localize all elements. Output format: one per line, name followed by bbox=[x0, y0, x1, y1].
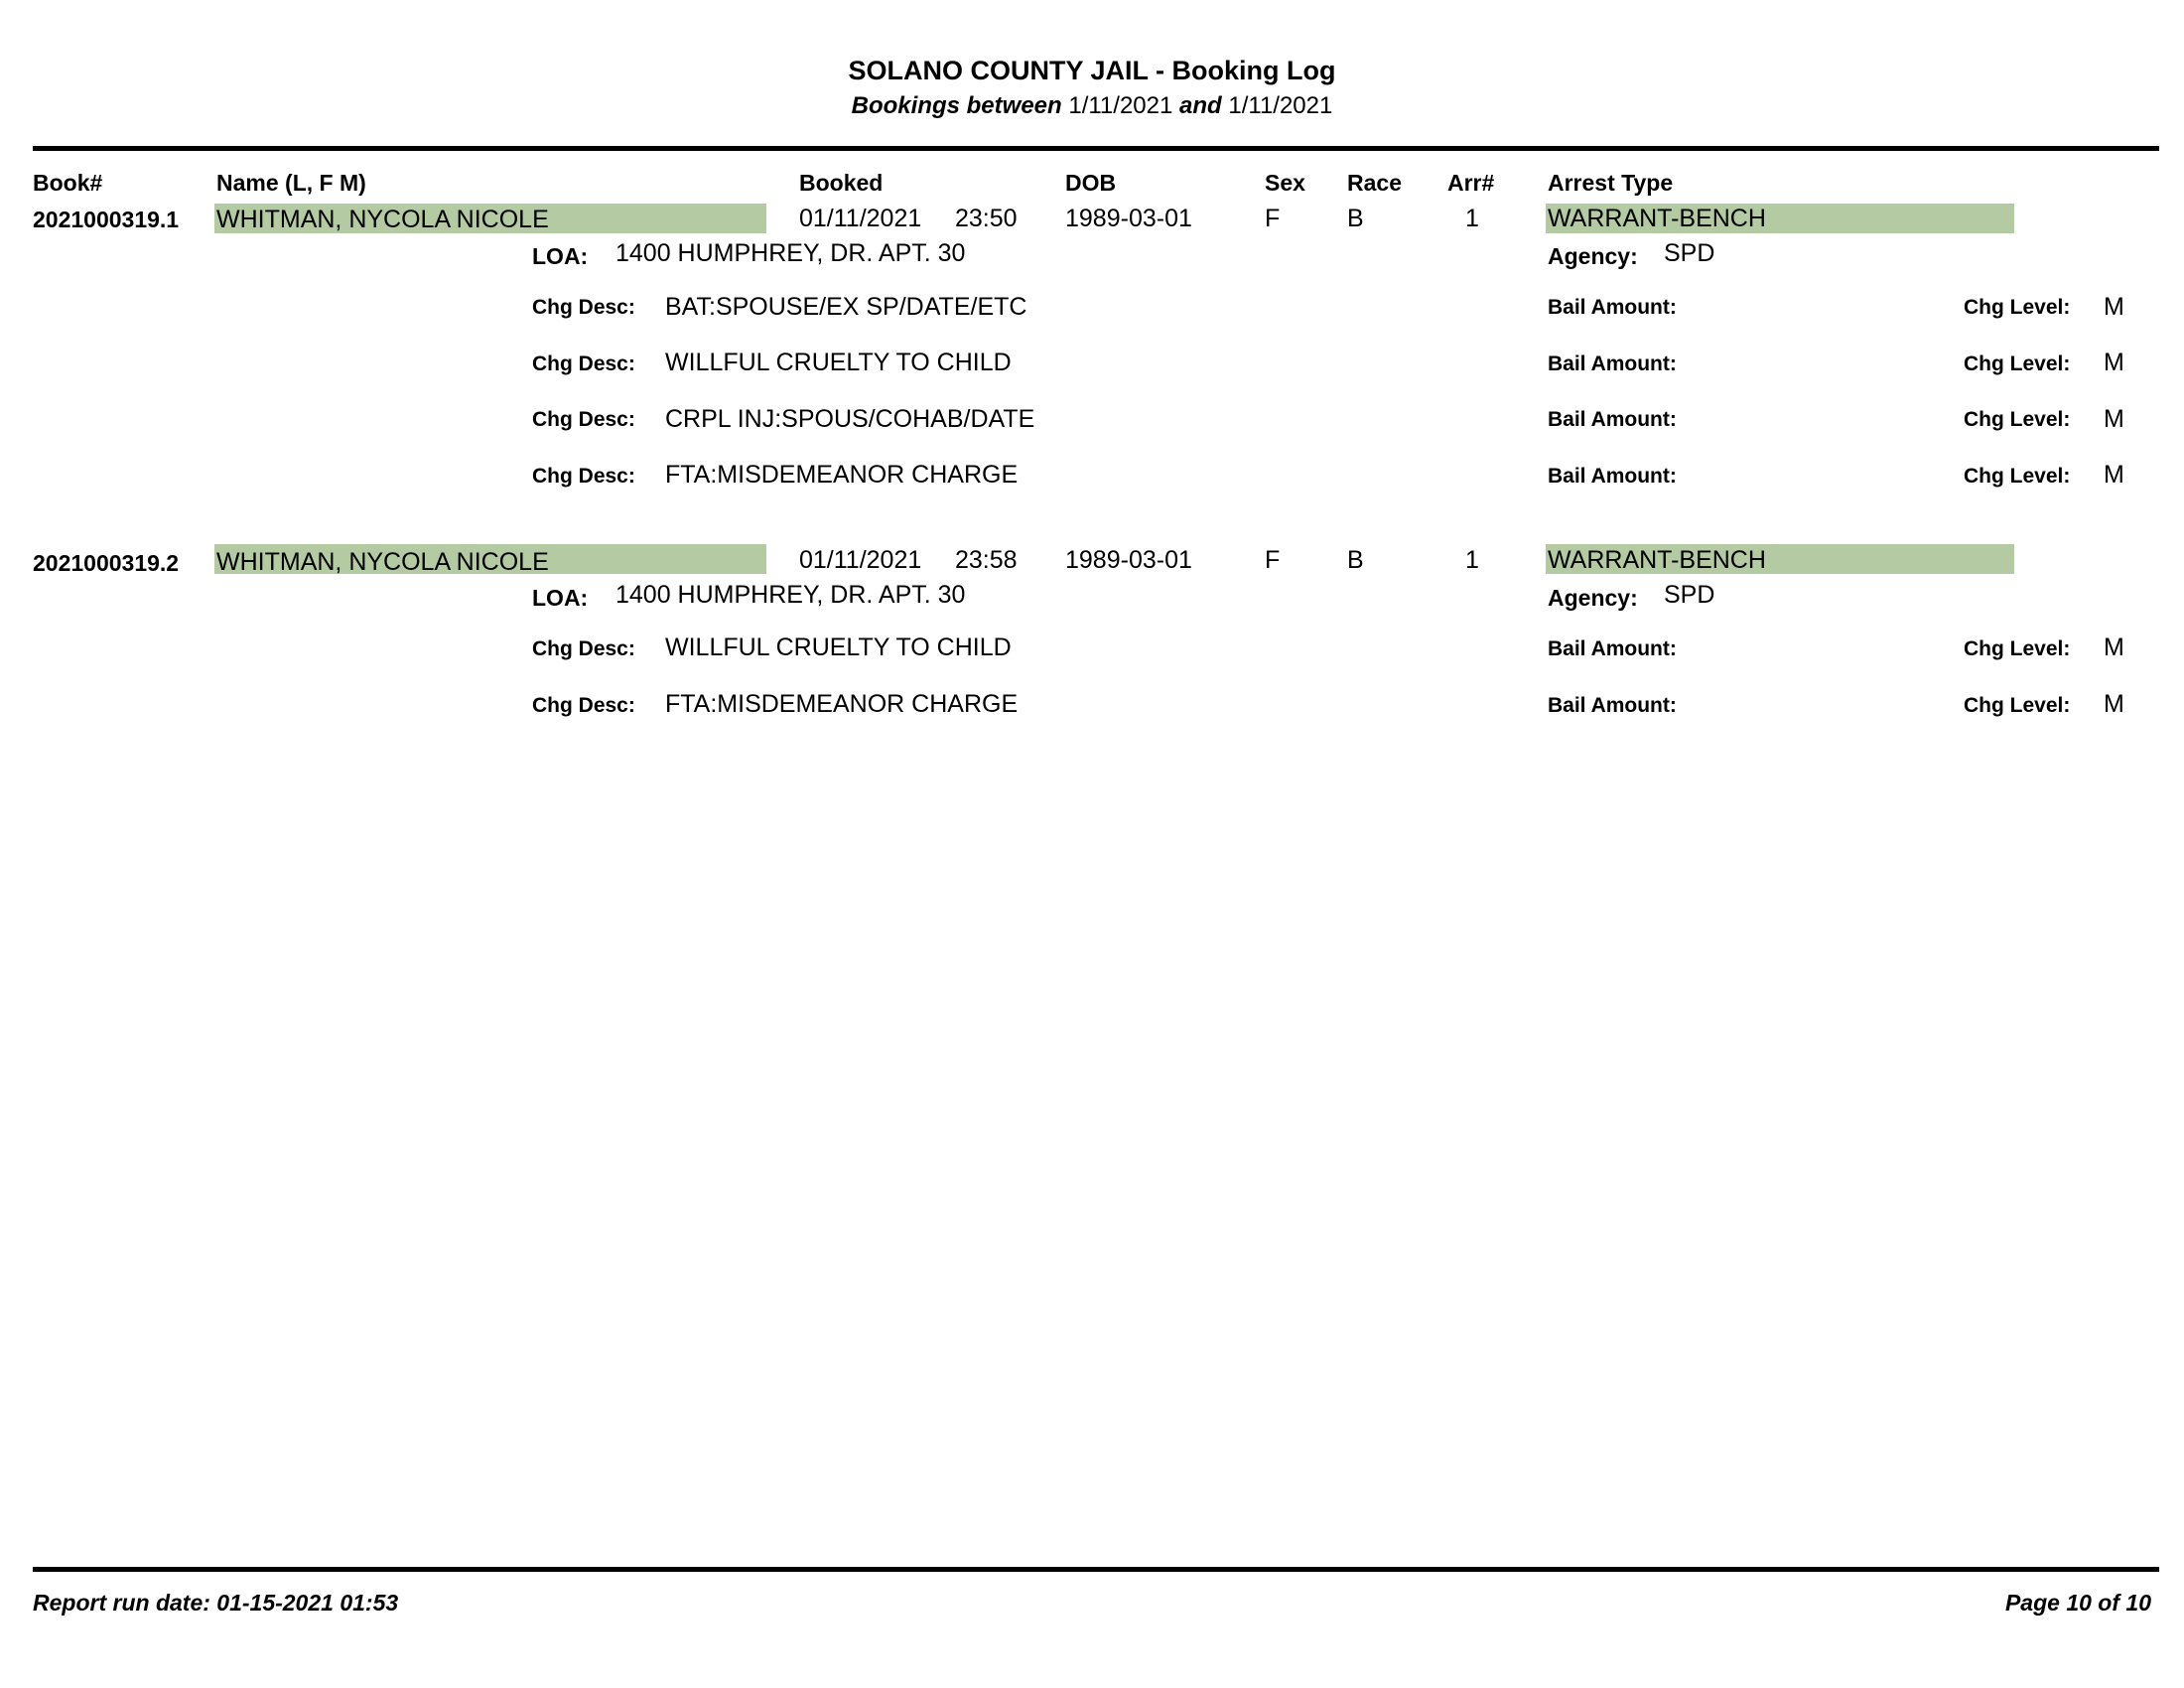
arrest-type: WARRANT-BENCH bbox=[1548, 546, 1766, 574]
footer-rule bbox=[33, 1567, 2159, 1572]
booking-number: 2021000319.1 bbox=[33, 207, 180, 232]
chg-desc: FTA:MISDEMEANOR CHARGE bbox=[665, 461, 1019, 489]
sex: F bbox=[1265, 205, 1281, 232]
chg-desc-label: Chg Desc: bbox=[532, 694, 635, 717]
chg-level: M bbox=[2104, 633, 2124, 661]
chg-desc: WILLFUL CRUELTY TO CHILD bbox=[665, 633, 1012, 661]
agency-label: Agency: bbox=[1548, 585, 1638, 611]
dob: 1989-03-01 bbox=[1065, 205, 1192, 232]
col-sex: Sex bbox=[1265, 170, 1305, 196]
chg-desc: WILLFUL CRUELTY TO CHILD bbox=[665, 349, 1012, 376]
chg-level: M bbox=[2104, 293, 2124, 321]
race: B bbox=[1347, 205, 1364, 232]
chg-level-label: Chg Level: bbox=[1964, 296, 2071, 319]
date-from: 1/11/2021 bbox=[1068, 92, 1173, 119]
loa-value: 1400 HUMPHREY, DR. APT. 30 bbox=[615, 581, 966, 609]
arrest-type: WARRANT-BENCH bbox=[1548, 205, 1766, 232]
booking-number: 2021000319.2 bbox=[33, 550, 180, 576]
col-book: Book# bbox=[33, 170, 103, 196]
page-number: Page 10 of 10 bbox=[2004, 1590, 2151, 1616]
loa-value: 1400 HUMPHREY, DR. APT. 30 bbox=[615, 239, 966, 267]
chg-desc-label: Chg Desc: bbox=[532, 296, 635, 319]
chg-desc: FTA:MISDEMEANOR CHARGE bbox=[665, 690, 1019, 718]
loa-label: LOA: bbox=[532, 585, 589, 611]
bail-amount-label: Bail Amount: bbox=[1548, 408, 1677, 431]
chg-level-label: Chg Level: bbox=[1964, 694, 2071, 717]
col-booked: Booked bbox=[799, 170, 884, 196]
sex: F bbox=[1265, 546, 1281, 574]
chg-level: M bbox=[2104, 349, 2124, 376]
chg-level-label: Chg Level: bbox=[1964, 408, 2071, 431]
bail-amount-label: Bail Amount: bbox=[1548, 465, 1677, 488]
chg-level: M bbox=[2104, 690, 2124, 718]
agency-value: SPD bbox=[1664, 239, 1715, 267]
arr-number: 1 bbox=[1465, 546, 1479, 574]
race: B bbox=[1347, 546, 1364, 574]
chg-desc-label: Chg Desc: bbox=[532, 637, 635, 660]
chg-level: M bbox=[2104, 405, 2124, 433]
report-title: SOLANO COUNTY JAIL - Booking Log bbox=[848, 56, 1336, 85]
inmate-name: WHITMAN, NYCOLA NICOLE bbox=[216, 548, 549, 576]
chg-level-label: Chg Level: bbox=[1964, 465, 2071, 488]
booked-time: 23:58 bbox=[955, 546, 1018, 574]
dob: 1989-03-01 bbox=[1065, 546, 1192, 574]
report-run-date: Report run date: 01-15-2021 01:53 bbox=[33, 1590, 399, 1616]
subtitle-prefix: Bookings between bbox=[851, 92, 1062, 119]
bail-amount-label: Bail Amount: bbox=[1548, 296, 1677, 319]
col-arrest-type: Arrest Type bbox=[1548, 170, 1674, 196]
chg-desc-label: Chg Desc: bbox=[532, 352, 635, 375]
chg-desc-label: Chg Desc: bbox=[532, 408, 635, 431]
chg-desc: BAT:SPOUSE/EX SP/DATE/ETC bbox=[665, 293, 1027, 321]
header-rule bbox=[33, 146, 2159, 151]
chg-level-label: Chg Level: bbox=[1964, 352, 2071, 375]
chg-desc-label: Chg Desc: bbox=[532, 465, 635, 488]
subtitle-and: and bbox=[1179, 92, 1222, 119]
booked-time: 23:50 bbox=[955, 205, 1018, 232]
col-race: Race bbox=[1347, 170, 1402, 196]
report-subtitle bbox=[0, 92, 2184, 120]
chg-desc: CRPL INJ:SPOUS/COHAB/DATE bbox=[665, 405, 1035, 433]
bail-amount-label: Bail Amount: bbox=[1548, 694, 1677, 717]
inmate-name: WHITMAN, NYCOLA NICOLE bbox=[216, 206, 549, 233]
chg-level: M bbox=[2104, 461, 2124, 489]
agency-value: SPD bbox=[1664, 581, 1715, 609]
bail-amount-label: Bail Amount: bbox=[1548, 352, 1677, 375]
col-name: Name (L, F M) bbox=[216, 170, 366, 196]
arr-number: 1 bbox=[1465, 205, 1479, 232]
date-to: 1/11/2021 bbox=[1228, 92, 1333, 119]
chg-level-label: Chg Level: bbox=[1964, 637, 2071, 660]
loa-label: LOA: bbox=[532, 243, 589, 269]
booked-date: 01/11/2021 bbox=[799, 205, 922, 232]
col-dob: DOB bbox=[1065, 170, 1117, 196]
col-arr: Arr# bbox=[1447, 170, 1495, 196]
booked-date: 01/11/2021 bbox=[799, 546, 922, 574]
bail-amount-label: Bail Amount: bbox=[1548, 637, 1677, 660]
agency-label: Agency: bbox=[1548, 243, 1638, 269]
